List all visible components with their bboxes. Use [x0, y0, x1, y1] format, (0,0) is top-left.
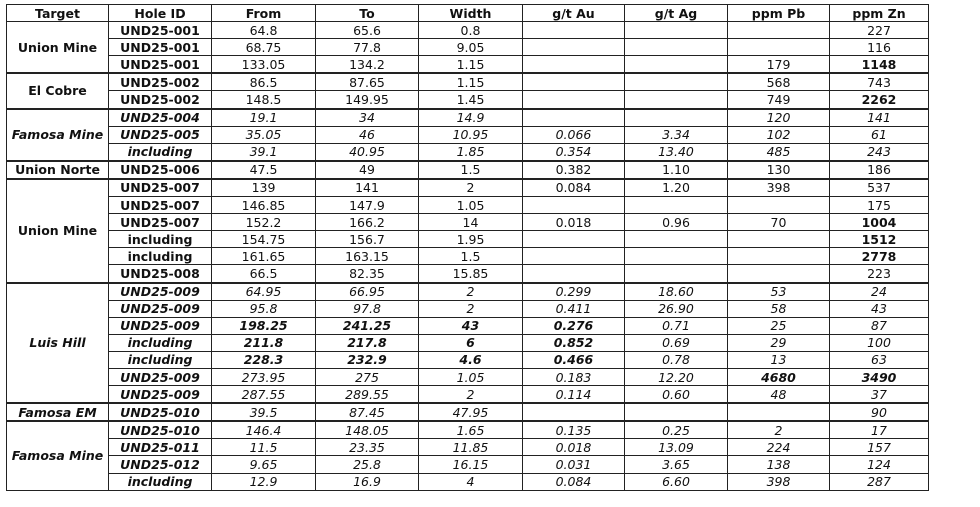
- from-cell: 66.5: [212, 265, 316, 283]
- pb-cell: [728, 403, 830, 421]
- au-cell: [523, 109, 625, 127]
- zn-cell: 227: [830, 22, 929, 39]
- ag-cell: [625, 403, 728, 421]
- table-row: [7, 368, 929, 385]
- from-cell: 39.5: [212, 403, 316, 421]
- ag-cell: 13.40: [625, 143, 728, 161]
- width-cell: 16.15: [419, 456, 523, 473]
- from-cell: 148.5: [212, 91, 316, 109]
- ag-cell: [625, 248, 728, 265]
- to-cell: 289.55: [316, 386, 419, 404]
- target-cell: Union Mine: [7, 22, 109, 74]
- zn-cell: 43: [830, 300, 929, 317]
- zn-cell: 24: [830, 283, 929, 301]
- au-cell: 0.466: [523, 351, 625, 368]
- ag-cell: [625, 197, 728, 214]
- to-cell: 149.95: [316, 91, 419, 109]
- to-cell: 241.25: [316, 317, 419, 334]
- to-cell: 87.45: [316, 403, 419, 421]
- table-row: [7, 283, 929, 301]
- from-cell: 146.4: [212, 421, 316, 439]
- ag-cell: 1.20: [625, 179, 728, 197]
- table-row: [7, 386, 929, 404]
- width-cell: 4.6: [419, 351, 523, 368]
- to-cell: 166.2: [316, 214, 419, 231]
- header-row: [7, 5, 929, 22]
- au-cell: 0.135: [523, 421, 625, 439]
- width-cell: 1.05: [419, 368, 523, 385]
- header-from: From: [212, 5, 316, 22]
- zn-cell: 100: [830, 334, 929, 351]
- table-row: [7, 334, 929, 351]
- ag-cell: 1.10: [625, 161, 728, 179]
- target-cell: Union Mine: [7, 179, 109, 283]
- width-cell: 1.15: [419, 73, 523, 91]
- from-cell: 154.75: [212, 231, 316, 248]
- width-cell: 1.65: [419, 421, 523, 439]
- target-cell: Famosa Mine: [7, 421, 109, 490]
- from-cell: 9.65: [212, 456, 316, 473]
- pb-cell: 29: [728, 334, 830, 351]
- target-cell: Union Norte: [7, 161, 109, 179]
- pb-cell: [728, 39, 830, 56]
- pb-cell: 2: [728, 421, 830, 439]
- from-cell: 86.5: [212, 73, 316, 91]
- zn-cell: 175: [830, 197, 929, 214]
- ag-cell: [625, 56, 728, 74]
- from-cell: 133.05: [212, 56, 316, 74]
- pb-cell: 25: [728, 317, 830, 334]
- pb-cell: 179: [728, 56, 830, 74]
- to-cell: 87.65: [316, 73, 419, 91]
- hole-id-cell: UND25-001: [109, 39, 212, 56]
- width-cell: 1.95: [419, 231, 523, 248]
- pb-cell: [728, 197, 830, 214]
- au-cell: 0.354: [523, 143, 625, 161]
- width-cell: 1.05: [419, 197, 523, 214]
- table-row: [7, 126, 929, 143]
- zn-cell: 3490: [830, 368, 929, 385]
- table-row: [7, 56, 929, 74]
- from-cell: 64.95: [212, 283, 316, 301]
- to-cell: 134.2: [316, 56, 419, 74]
- hole-id-cell: UND25-012: [109, 456, 212, 473]
- table-row: [7, 73, 929, 91]
- zn-cell: 1512: [830, 231, 929, 248]
- table-row: [7, 91, 929, 109]
- ag-cell: 3.65: [625, 456, 728, 473]
- pb-cell: 398: [728, 179, 830, 197]
- assay-results-table: [6, 4, 929, 491]
- from-cell: 228.3: [212, 351, 316, 368]
- au-cell: 0.018: [523, 214, 625, 231]
- ag-cell: 0.60: [625, 386, 728, 404]
- pb-cell: [728, 265, 830, 283]
- width-cell: 14: [419, 214, 523, 231]
- zn-cell: 243: [830, 143, 929, 161]
- au-cell: 0.084: [523, 473, 625, 490]
- to-cell: 40.95: [316, 143, 419, 161]
- ag-cell: [625, 39, 728, 56]
- to-cell: 147.9: [316, 197, 419, 214]
- width-cell: 2: [419, 283, 523, 301]
- ag-cell: [625, 91, 728, 109]
- table-row: [7, 248, 929, 265]
- target-cell: El Cobre: [7, 73, 109, 108]
- pb-cell: 130: [728, 161, 830, 179]
- zn-cell: 223: [830, 265, 929, 283]
- hole-id-cell: UND25-007: [109, 214, 212, 231]
- zn-cell: 1148: [830, 56, 929, 74]
- zn-cell: 2778: [830, 248, 929, 265]
- table-row: [7, 421, 929, 439]
- to-cell: 23.35: [316, 439, 419, 456]
- au-cell: [523, 403, 625, 421]
- zn-cell: 157: [830, 439, 929, 456]
- ag-cell: 26.90: [625, 300, 728, 317]
- pb-cell: 120: [728, 109, 830, 127]
- hole-id-cell: including: [109, 334, 212, 351]
- width-cell: 14.9: [419, 109, 523, 127]
- table-row: [7, 179, 929, 197]
- header-width: Width: [419, 5, 523, 22]
- from-cell: 64.8: [212, 22, 316, 39]
- pb-cell: 4680: [728, 368, 830, 385]
- hole-id-cell: including: [109, 143, 212, 161]
- from-cell: 95.8: [212, 300, 316, 317]
- header-pb: ppm Pb: [728, 5, 830, 22]
- to-cell: 97.8: [316, 300, 419, 317]
- to-cell: 148.05: [316, 421, 419, 439]
- hole-id-cell: UND25-009: [109, 368, 212, 385]
- ag-cell: 13.09: [625, 439, 728, 456]
- au-cell: [523, 248, 625, 265]
- pb-cell: 13: [728, 351, 830, 368]
- zn-cell: 537: [830, 179, 929, 197]
- au-cell: 0.031: [523, 456, 625, 473]
- table-row: [7, 143, 929, 161]
- au-cell: 0.183: [523, 368, 625, 385]
- zn-cell: 141: [830, 109, 929, 127]
- width-cell: 1.45: [419, 91, 523, 109]
- au-cell: [523, 39, 625, 56]
- pb-cell: 48: [728, 386, 830, 404]
- to-cell: 163.15: [316, 248, 419, 265]
- pb-cell: [728, 22, 830, 39]
- width-cell: 10.95: [419, 126, 523, 143]
- width-cell: 43: [419, 317, 523, 334]
- zn-cell: 743: [830, 73, 929, 91]
- pb-cell: 224: [728, 439, 830, 456]
- table-row: [7, 231, 929, 248]
- table-row: [7, 473, 929, 490]
- from-cell: 146.85: [212, 197, 316, 214]
- au-cell: [523, 22, 625, 39]
- zn-cell: 116: [830, 39, 929, 56]
- pb-cell: [728, 231, 830, 248]
- au-cell: 0.382: [523, 161, 625, 179]
- table-row: [7, 109, 929, 127]
- width-cell: 2: [419, 386, 523, 404]
- hole-id-cell: UND25-002: [109, 73, 212, 91]
- hole-id-cell: UND25-007: [109, 197, 212, 214]
- width-cell: 1.5: [419, 248, 523, 265]
- ag-cell: 0.71: [625, 317, 728, 334]
- hole-id-cell: UND25-006: [109, 161, 212, 179]
- au-cell: [523, 197, 625, 214]
- au-cell: 0.852: [523, 334, 625, 351]
- table-row: [7, 300, 929, 317]
- pb-cell: 749: [728, 91, 830, 109]
- to-cell: 16.9: [316, 473, 419, 490]
- from-cell: 287.55: [212, 386, 316, 404]
- from-cell: 139: [212, 179, 316, 197]
- width-cell: 1.85: [419, 143, 523, 161]
- ag-cell: 0.78: [625, 351, 728, 368]
- table-row: [7, 351, 929, 368]
- zn-cell: 87: [830, 317, 929, 334]
- header-zn: ppm Zn: [830, 5, 929, 22]
- to-cell: 65.6: [316, 22, 419, 39]
- width-cell: 1.5: [419, 161, 523, 179]
- hole-id-cell: UND25-002: [109, 91, 212, 109]
- zn-cell: 37: [830, 386, 929, 404]
- hole-id-cell: UND25-009: [109, 386, 212, 404]
- zn-cell: 63: [830, 351, 929, 368]
- to-cell: 34: [316, 109, 419, 127]
- hole-id-cell: UND25-011: [109, 439, 212, 456]
- table-row: [7, 197, 929, 214]
- hole-id-cell: UND25-010: [109, 403, 212, 421]
- hole-id-cell: including: [109, 351, 212, 368]
- au-cell: 0.114: [523, 386, 625, 404]
- to-cell: 66.95: [316, 283, 419, 301]
- hole-id-cell: UND25-008: [109, 265, 212, 283]
- table-row: [7, 403, 929, 421]
- zn-cell: 287: [830, 473, 929, 490]
- width-cell: 15.85: [419, 265, 523, 283]
- ag-cell: 0.25: [625, 421, 728, 439]
- width-cell: 2: [419, 300, 523, 317]
- from-cell: 47.5: [212, 161, 316, 179]
- width-cell: 47.95: [419, 403, 523, 421]
- to-cell: 141: [316, 179, 419, 197]
- zn-cell: 186: [830, 161, 929, 179]
- au-cell: [523, 231, 625, 248]
- ag-cell: 12.20: [625, 368, 728, 385]
- ag-cell: [625, 231, 728, 248]
- header-ag: g/t Ag: [625, 5, 728, 22]
- table-row: [7, 39, 929, 56]
- table-header: [7, 5, 929, 22]
- target-cell: Luis Hill: [7, 283, 109, 404]
- width-cell: 1.15: [419, 56, 523, 74]
- pb-cell: 398: [728, 473, 830, 490]
- target-cell: Famosa Mine: [7, 109, 109, 161]
- header-target: Target: [7, 5, 109, 22]
- hole-id-cell: UND25-007: [109, 179, 212, 197]
- ag-cell: [625, 265, 728, 283]
- au-cell: 0.018: [523, 439, 625, 456]
- hole-id-cell: UND25-009: [109, 300, 212, 317]
- from-cell: 39.1: [212, 143, 316, 161]
- to-cell: 25.8: [316, 456, 419, 473]
- from-cell: 211.8: [212, 334, 316, 351]
- table-row: [7, 22, 929, 39]
- au-cell: [523, 265, 625, 283]
- hole-id-cell: UND25-009: [109, 317, 212, 334]
- hole-id-cell: including: [109, 473, 212, 490]
- pb-cell: 58: [728, 300, 830, 317]
- from-cell: 152.2: [212, 214, 316, 231]
- table-row: [7, 265, 929, 283]
- pb-cell: 70: [728, 214, 830, 231]
- to-cell: 232.9: [316, 351, 419, 368]
- width-cell: 4: [419, 473, 523, 490]
- width-cell: 11.85: [419, 439, 523, 456]
- table-row: [7, 439, 929, 456]
- au-cell: 0.066: [523, 126, 625, 143]
- zn-cell: 124: [830, 456, 929, 473]
- zn-cell: 90: [830, 403, 929, 421]
- from-cell: 12.9: [212, 473, 316, 490]
- hole-id-cell: UND25-005: [109, 126, 212, 143]
- pb-cell: 138: [728, 456, 830, 473]
- zn-cell: 1004: [830, 214, 929, 231]
- au-cell: [523, 56, 625, 74]
- au-cell: [523, 91, 625, 109]
- to-cell: 275: [316, 368, 419, 385]
- au-cell: 0.084: [523, 179, 625, 197]
- hole-id-cell: including: [109, 231, 212, 248]
- width-cell: 6: [419, 334, 523, 351]
- to-cell: 217.8: [316, 334, 419, 351]
- ag-cell: 18.60: [625, 283, 728, 301]
- ag-cell: [625, 109, 728, 127]
- header-hole-id: Hole ID: [109, 5, 212, 22]
- hole-id-cell: UND25-009: [109, 283, 212, 301]
- from-cell: 198.25: [212, 317, 316, 334]
- au-cell: 0.276: [523, 317, 625, 334]
- from-cell: 273.95: [212, 368, 316, 385]
- header-to: To: [316, 5, 419, 22]
- width-cell: 9.05: [419, 39, 523, 56]
- zn-cell: 17: [830, 421, 929, 439]
- from-cell: 11.5: [212, 439, 316, 456]
- to-cell: 77.8: [316, 39, 419, 56]
- ag-cell: [625, 73, 728, 91]
- hole-id-cell: UND25-001: [109, 56, 212, 74]
- header-au: g/t Au: [523, 5, 625, 22]
- au-cell: 0.299: [523, 283, 625, 301]
- pb-cell: 53: [728, 283, 830, 301]
- from-cell: 19.1: [212, 109, 316, 127]
- zn-cell: 2262: [830, 91, 929, 109]
- hole-id-cell: UND25-001: [109, 22, 212, 39]
- table-row: [7, 456, 929, 473]
- table-row: [7, 317, 929, 334]
- ag-cell: 6.60: [625, 473, 728, 490]
- zn-cell: 61: [830, 126, 929, 143]
- target-cell: Famosa EM: [7, 403, 109, 421]
- width-cell: 2: [419, 179, 523, 197]
- table-row: [7, 161, 929, 179]
- from-cell: 35.05: [212, 126, 316, 143]
- ag-cell: 3.34: [625, 126, 728, 143]
- au-cell: 0.411: [523, 300, 625, 317]
- to-cell: 82.35: [316, 265, 419, 283]
- width-cell: 0.8: [419, 22, 523, 39]
- hole-id-cell: including: [109, 248, 212, 265]
- ag-cell: 0.96: [625, 214, 728, 231]
- ag-cell: [625, 22, 728, 39]
- ag-cell: 0.69: [625, 334, 728, 351]
- pb-cell: 568: [728, 73, 830, 91]
- pb-cell: 485: [728, 143, 830, 161]
- hole-id-cell: UND25-010: [109, 421, 212, 439]
- from-cell: 68.75: [212, 39, 316, 56]
- from-cell: 161.65: [212, 248, 316, 265]
- table-body: [7, 22, 929, 491]
- to-cell: 46: [316, 126, 419, 143]
- hole-id-cell: UND25-004: [109, 109, 212, 127]
- to-cell: 156.7: [316, 231, 419, 248]
- pb-cell: 102: [728, 126, 830, 143]
- au-cell: [523, 73, 625, 91]
- table-row: [7, 214, 929, 231]
- to-cell: 49: [316, 161, 419, 179]
- pb-cell: [728, 248, 830, 265]
